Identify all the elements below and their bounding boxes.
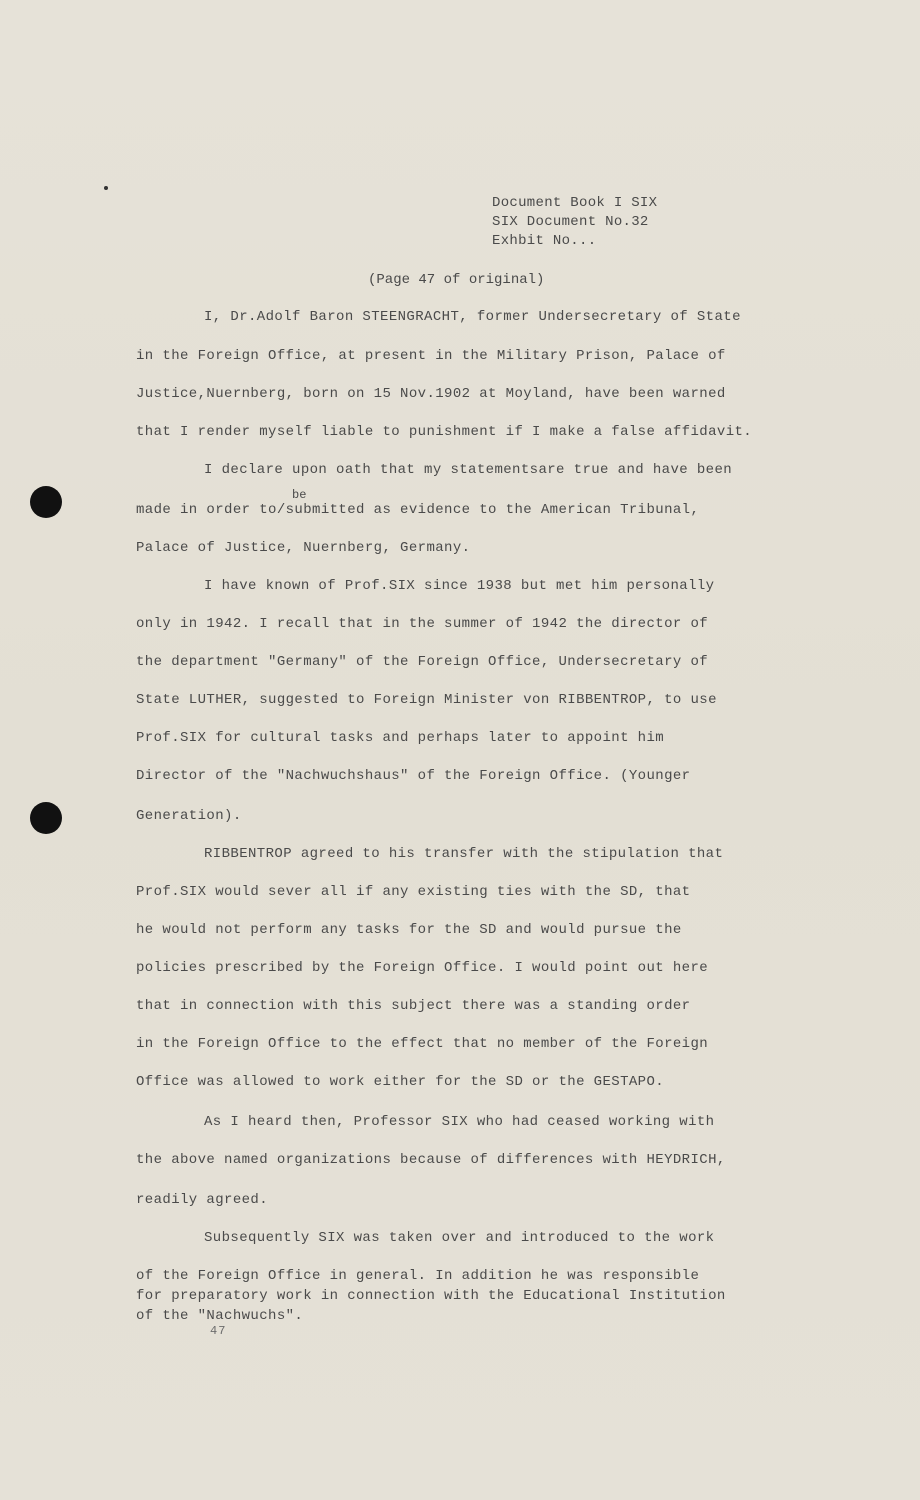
page-reference: (Page 47 of original) [368,272,545,288]
text-line: the above named organizations because of differences with HEYDRICH, [136,1152,726,1168]
punch-hole [30,802,62,834]
text-line: State LUTHER, suggested to Foreign Minister von RIBBENTROP, to use [136,692,717,708]
text-line: made in order to/submitted as evidence to the American Tribunal, [136,502,700,518]
header-line-exhibit: Exhbit No... [492,233,597,249]
header-line-book: Document Book I SIX [492,195,658,211]
text-line: only in 1942. I recall that in the summer of 1942 the director of [136,616,709,632]
interlinear-insertion: be [292,488,307,502]
text-line: Subsequently SIX was taken over and introduced to the work [204,1230,715,1246]
ink-speck [104,186,108,190]
text-line: in the Foreign Office to the effect that no member of the Foreign [136,1036,709,1052]
text-line: Director of the "Nachwuchshaus" of the Foreign Office. (Younger [136,768,691,784]
text-line: of the "Nachwuchs". [136,1308,304,1324]
text-line: the department "Germany" of the Foreign Office, Undersecretary of [136,654,709,670]
text-line: Prof.SIX for cultural tasks and perhaps later to appoint him [136,730,665,746]
text-line: As I heard then, Professor SIX who had ceased working with [204,1114,715,1130]
text-line: I, Dr.Adolf Baron STEENGRACHT, former Undersecretary of State [204,309,741,325]
text-line: that in connection with this subject there was a standing order [136,998,691,1014]
text-line: for preparatory work in connection with the Educational Institution [136,1288,726,1304]
text-line: I declare upon oath that my statementsare true and have been [204,462,733,478]
punch-hole [30,486,62,518]
text-line: he would not perform any tasks for the SD and would pursue the [136,922,682,938]
smudged-footer-fragment: 47 [210,1324,227,1338]
text-line: in the Foreign Office, at present in the Military Prison, Palace of [136,348,726,364]
text-line: Generation). [136,808,242,824]
text-line: Prof.SIX would sever all if any existing ties with the SD, that [136,884,691,900]
header-line-document: SIX Document No.32 [492,214,649,230]
text-line: I have known of Prof.SIX since 1938 but met him personally [204,578,715,594]
text-line: policies prescribed by the Foreign Office. I would point out here [136,960,709,976]
text-line: Office was allowed to work either for the SD or the GESTAPO. [136,1074,665,1090]
text-line: RIBBENTROP agreed to his transfer with the stipulation that [204,846,724,862]
document-header [492,194,657,251]
text-line: readily agreed. [136,1192,269,1208]
text-line: Justice,Nuernberg, born on 15 Nov.1902 at Moyland, have been warned [136,386,726,402]
text-line: of the Foreign Office in general. In addition he was responsible [136,1268,700,1284]
text-line: Palace of Justice, Nuernberg, Germany. [136,540,471,556]
text-line: that I render myself liable to punishment if I make a false affidavit. [136,424,753,440]
